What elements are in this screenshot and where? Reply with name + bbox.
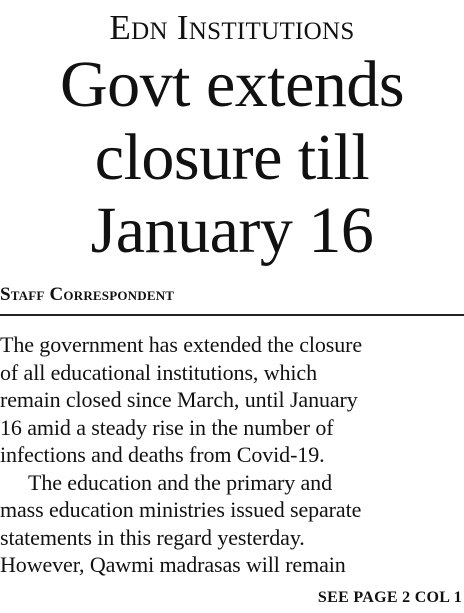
- headline: [0, 48, 464, 267]
- body-line: The education and the primary and: [28, 469, 332, 495]
- body-line: 16 amid a steady rise in the number of: [0, 414, 334, 440]
- body-line: statements in this regard yesterday.: [0, 524, 305, 550]
- continuation-reference: SEE PAGE 2 COL 1: [317, 589, 462, 606]
- headline-line: January 16: [90, 194, 374, 267]
- body-line: of all educational institutions, which: [0, 359, 317, 385]
- body-line: However, Qawmi madrasas will remain: [0, 552, 346, 577]
- headline-line: Govt extends: [59, 48, 405, 121]
- body-line: mass education ministries issued separate: [0, 497, 362, 522]
- divider-rule: [0, 314, 464, 316]
- byline: Staff Correspondent: [0, 284, 175, 305]
- body-line: infections and deaths from Covid-19.: [0, 442, 325, 467]
- body-line: remain closed since March, until January: [0, 387, 358, 412]
- headline-line: closure till: [94, 121, 370, 194]
- body-line: The government has extended the closure: [0, 332, 363, 357]
- section-kicker: Edn Institutions: [109, 8, 355, 47]
- article-body: [0, 331, 464, 579]
